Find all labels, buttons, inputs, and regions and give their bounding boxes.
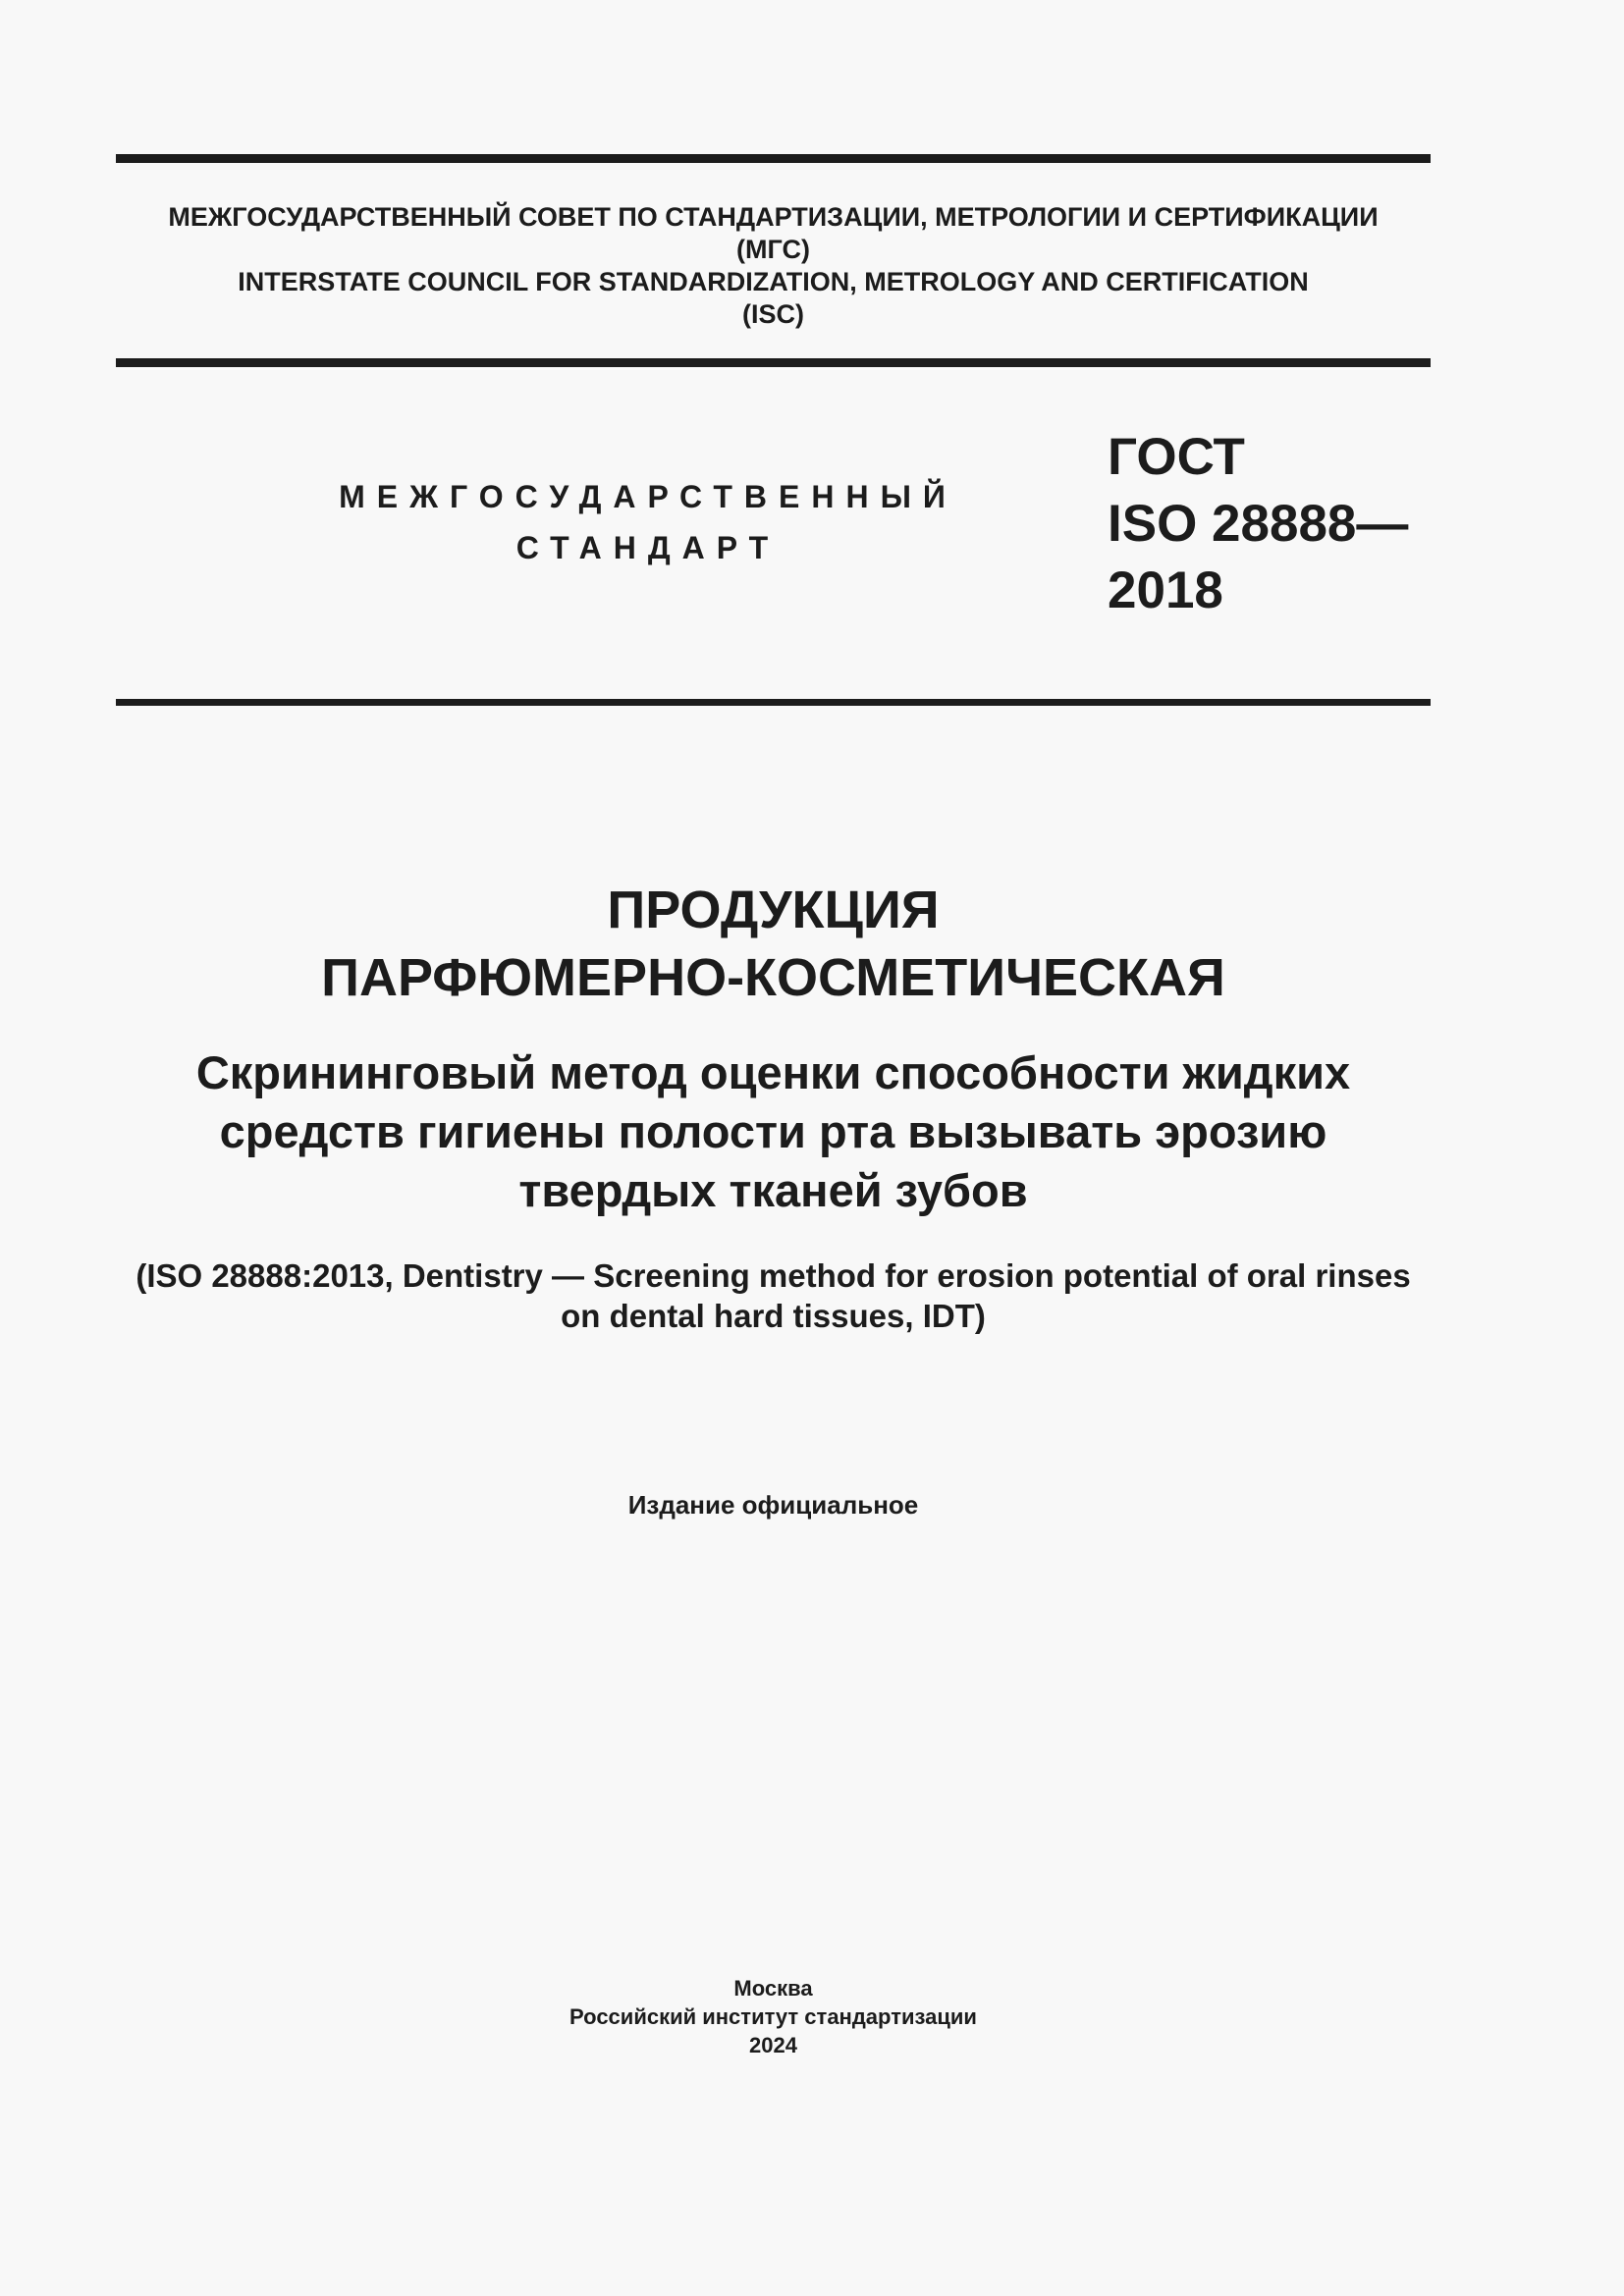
top-divider bbox=[116, 154, 1431, 163]
iso-reference-line2: on dental hard tissues, IDT) bbox=[561, 1298, 986, 1334]
imprint-publisher: Российский институт стандартизации bbox=[569, 2004, 977, 2029]
standard-kind-line2: СТАНДАРТ bbox=[515, 530, 781, 565]
council-header bbox=[116, 201, 1431, 331]
standard-designation bbox=[1108, 424, 1408, 624]
standard-kind bbox=[334, 471, 962, 573]
council-name-en: INTERSTATE COUNCIL FOR STANDARDIZATION, METROLOGY AND CERTIFICATION bbox=[238, 267, 1309, 296]
council-name-ru: МЕЖГОСУДАРСТВЕННЫЙ СОВЕТ ПО СТАНДАРТИЗАЦИИ, МЕТРОЛОГИИ И СЕРТИФИКАЦИИ bbox=[168, 202, 1379, 232]
designation-gost: ГОСТ bbox=[1108, 428, 1245, 486]
designation-divider bbox=[116, 699, 1431, 706]
imprint-city: Москва bbox=[733, 1976, 813, 2001]
council-abbr-en: (ISC) bbox=[742, 299, 804, 329]
subtitle-line1: Скрининговый метод оценки способности жидких bbox=[195, 1046, 1351, 1098]
iso-reference-line1: (ISO 28888:2013, Dentistry — Screening method for erosion potential of oral rinses bbox=[135, 1257, 1411, 1294]
edition-label: Издание официальное bbox=[627, 1490, 919, 1520]
designation-number: ISO 28888— bbox=[1108, 495, 1409, 553]
header-divider bbox=[116, 358, 1431, 367]
imprint bbox=[116, 1974, 1431, 2059]
title-line1: ПРОДУКЦИЯ bbox=[607, 881, 940, 939]
subtitle-line2: средств гигиены полости рта вызывать эрозию bbox=[219, 1105, 1327, 1157]
council-abbr-ru: (МГС) bbox=[736, 235, 810, 264]
iso-reference bbox=[116, 1255, 1431, 1336]
document-title bbox=[116, 877, 1431, 1012]
standard-kind-line1: МЕЖГОСУДАРСТВЕННЫЙ bbox=[339, 479, 957, 514]
imprint-year: 2024 bbox=[749, 2033, 797, 2057]
designation-year: 2018 bbox=[1108, 561, 1223, 619]
subtitle-line3: твердых тканей зубов bbox=[518, 1164, 1028, 1216]
title-line2: ПАРФЮМЕРНО-КОСМЕТИЧЕСКАЯ bbox=[321, 948, 1225, 1007]
document-subtitle bbox=[116, 1043, 1431, 1220]
